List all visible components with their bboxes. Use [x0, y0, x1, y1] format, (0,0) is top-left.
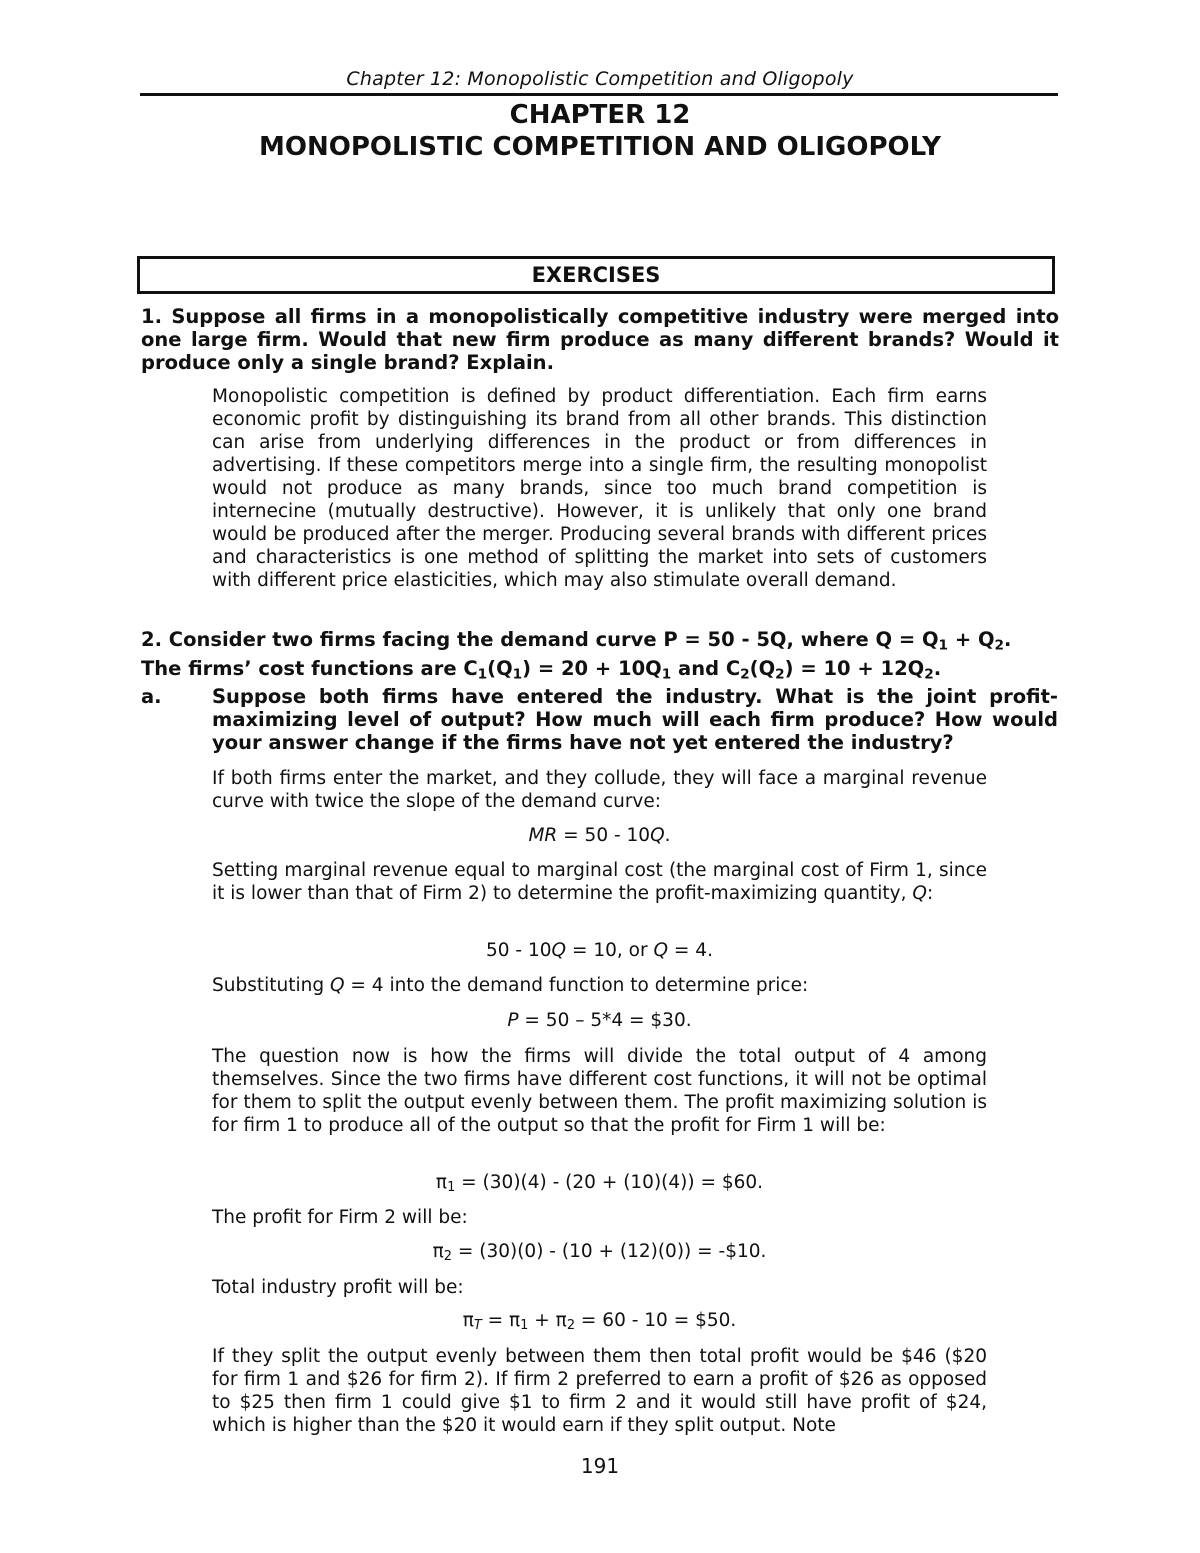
- part-a-paragraph-7: If they split the output evenly between them then total profit would be $46 ($20 for firm 1 and $26 for firm 2). If firm 2 preferred to earn a profit of $26 as opposed to $25 then firm 1 could give $1 to firm 2 and it would still have profit of $24, which is higher than the $20 it would earn if they split output. Note: [212, 1346, 987, 1436]
- part-a-paragraph-5: The profit for Firm 2 will be:: [212, 1207, 468, 1228]
- section-heading-box: [137, 256, 1055, 294]
- part-a-paragraph-1: If both firms enter the market, and they collude, they will face a marginal revenue curve with twice the slope of the demand curve:: [212, 768, 987, 812]
- answer-1: Monopolistic competition is defined by product differentiation. Each firm earns economic profit by distinguishing its brand from all other brands. This distinction can arise from underlying differences in the product or from differences in advertising. If these competitors merge into a single firm, the resulting monopolist would not produce as many brands, since too much brand competition is internecine (mutually destructive). However, it is unlikely that only one brand would be produced after the merger. Producing several brands with different prices and characteristics is one method of splitting the market into sets of customers with different price elasticities, which may also stimulate overall demand.: [212, 386, 987, 591]
- equation-profit-firm-2: $\pi_2 = (30)(0) - (10 + (12)(0))$ = -$10.: [432, 1241, 767, 1265]
- chapter-title: MONOPOLISTIC COMPETITION AND OLIGOPOLY: [259, 132, 941, 162]
- part-a-paragraph-3: Substituting Q = 4 into the demand function to determine price:: [212, 975, 809, 996]
- chapter-label: CHAPTER 12: [509, 100, 691, 130]
- part-a-paragraph-2: Setting marginal revenue equal to marginal cost (the marginal cost of Firm 1, since it is lower than that of Firm 2) to determine the profit-maximizing quantity, Q:: [212, 860, 987, 904]
- part-a-paragraph-4: The question now is how the firms will divide the total output of 4 among themselves. Since the two firms have different cost functions, it will not be optimal for them to split the output evenly between them. The profit maximizing solution is for firm 1 to produce all of the output so that the profit for Firm 1 will be:: [212, 1046, 987, 1136]
- question-2-line-2: The firms’ cost functions are $C_1(Q_1) = 20 + 10Q_1$ and $C_2(Q_2) = 10 + 12Q_2$.: [141, 657, 942, 683]
- equation-total-profit: $\pi_T = \pi_1 + \pi_2 = 60 - 10$ = $50.: [462, 1310, 737, 1334]
- question-1: 1. Suppose all firms in a monopolistically competitive industry were merged into one large firm. Would that new firm produce as many different brands? Would it produce only a single brand? Explain.: [141, 305, 1059, 374]
- equation-quantity: 50 - 10Q = 10, or Q = 4.: [486, 940, 713, 961]
- part-a-question: Suppose both firms have entered the industry. What is the joint profit-maximizing level of output? How much will each firm produce? How would your answer change if the firms have not yet entered the industry?: [212, 685, 1058, 754]
- part-a-label: a.: [141, 685, 162, 708]
- part-a-paragraph-6: Total industry profit will be:: [212, 1277, 464, 1298]
- header-rule: [140, 93, 1058, 96]
- question-2-line-1: 2. Consider two firms facing the demand curve P = 50 - 5Q, where $Q = Q_1 + Q_2$.: [141, 628, 1012, 654]
- equation-mr: MR = 50 - 10Q.: [528, 825, 671, 846]
- running-header: Chapter 12: Monopolistic Competition and Oligopoly: [346, 68, 854, 90]
- equation-profit-firm-1: $\pi_1 = (30)(4) - (20 + (10)(4))$ = $60.: [435, 1172, 764, 1196]
- question-2: [141, 628, 1059, 687]
- section-heading: EXERCISES: [531, 263, 661, 287]
- page-number: 191: [580, 1454, 620, 1478]
- equation-price: P = 50 – 5*4 = $30.: [507, 1010, 692, 1031]
